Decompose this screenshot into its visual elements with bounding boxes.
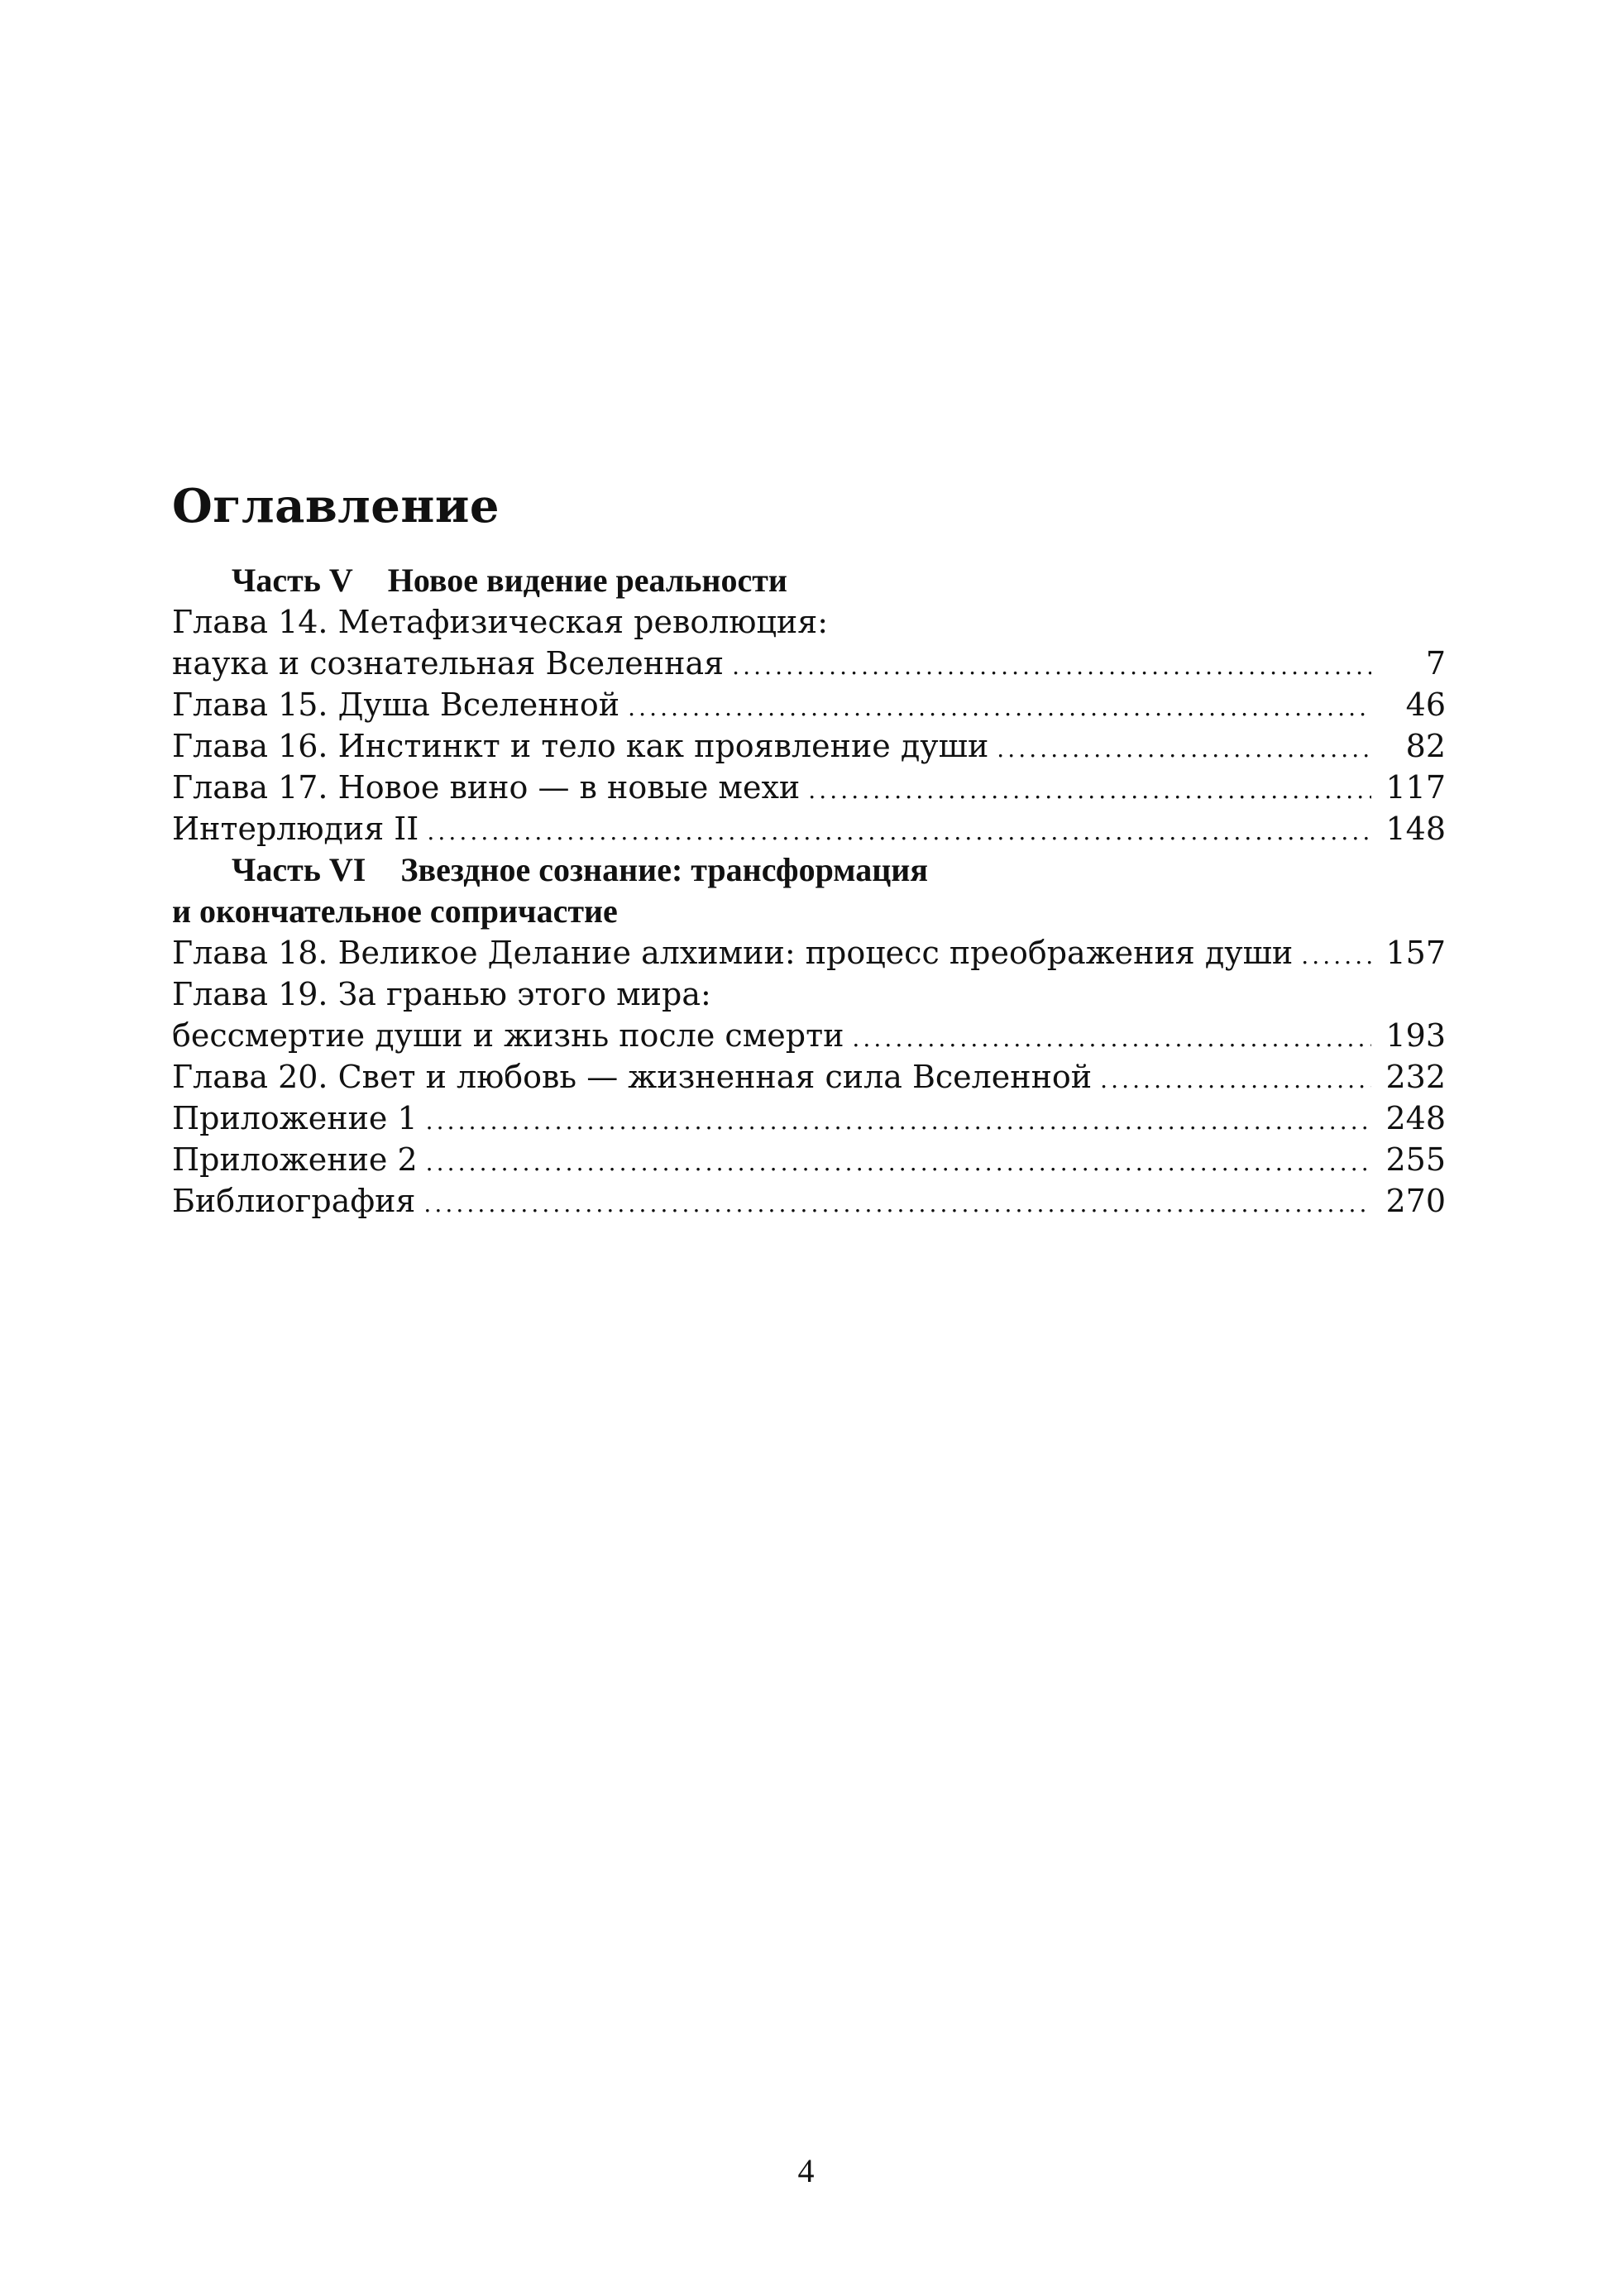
toc-entry-text: Глава 19. За гранью этого мира: [172, 976, 711, 1012]
toc-entry-text: Глава 14. Метафизическая революция: [172, 604, 828, 640]
page-title: Оглавление [172, 479, 500, 533]
toc-page-number: 157 [1385, 935, 1446, 971]
dot-leader [808, 770, 1371, 811]
dot-leader [1100, 1060, 1371, 1101]
toc-entry-title: Глава 18. Великое Делание алхимии: процесс преображения души [172, 935, 1294, 971]
toc-entry-title: Библиография [172, 1183, 416, 1219]
toc-entry-title: Приложение 1 [172, 1100, 418, 1136]
toc-page-number: 7 [1425, 645, 1446, 682]
toc-entry-title: наука и сознательная Вселенная [172, 645, 725, 682]
toc-page-number: 270 [1385, 1183, 1446, 1219]
toc-entry-title: Глава 20. Свет и любовь — жизненная сила Вселенной [172, 1059, 1093, 1095]
toc-entry[interactable] [172, 932, 1446, 973]
toc-page-number: 82 [1405, 728, 1446, 764]
page-number: 4 [797, 2152, 815, 2189]
toc-page-number: 148 [1385, 811, 1446, 847]
dot-leader [426, 1142, 1371, 1184]
part-number: Часть VI [232, 851, 366, 888]
toc-entry-title: Глава 15. Душа Вселенной [172, 686, 620, 723]
dot-leader [852, 1018, 1371, 1060]
toc-entry-title: бессмертие души и жизнь после смерти [172, 1017, 844, 1054]
toc-entry[interactable] [172, 684, 1446, 725]
toc-entry[interactable] [172, 725, 1446, 767]
toc-entry[interactable] [172, 767, 1446, 808]
toc-entry[interactable] [172, 1098, 1446, 1139]
toc-entry-title: Глава 17. Новое вино — в новые мехи [172, 769, 801, 806]
table-of-contents [172, 560, 1446, 1222]
toc-part-heading [172, 560, 1446, 601]
dot-leader [423, 1184, 1371, 1225]
toc-page-number: 255 [1385, 1141, 1446, 1178]
dot-leader [426, 1101, 1371, 1142]
toc-page-number: 232 [1385, 1059, 1446, 1095]
toc-entry-title: Интерлюдия II [172, 811, 419, 847]
toc-entry[interactable] [172, 1180, 1446, 1222]
toc-page-number: 46 [1405, 686, 1446, 723]
toc-page-number: 193 [1385, 1017, 1446, 1054]
toc-entry[interactable] [172, 808, 1446, 849]
toc-entry[interactable] [172, 1056, 1446, 1098]
toc-entry[interactable] [172, 1139, 1446, 1180]
dot-leader [1301, 935, 1371, 977]
toc-entry-title: Приложение 2 [172, 1141, 418, 1178]
toc-part-heading [172, 849, 1446, 891]
dot-leader [628, 687, 1371, 729]
toc-entry[interactable] [172, 643, 1446, 684]
dot-leader [732, 646, 1371, 687]
part-title: Звездное сознание: трансформация [400, 851, 928, 888]
toc-page-number: 117 [1385, 769, 1446, 806]
dot-leader [997, 729, 1371, 770]
toc-entry-title: Глава 16. Инстинкт и тело как проявление души [172, 728, 989, 764]
dot-leader [427, 811, 1371, 853]
toc-entry[interactable] [172, 1015, 1446, 1056]
part-title: Новое видение реальности [387, 562, 787, 599]
toc-page-number: 248 [1385, 1100, 1446, 1136]
part-number: Часть V [232, 562, 353, 599]
part-title-continued: и окончательное сопричастие [172, 892, 618, 930]
